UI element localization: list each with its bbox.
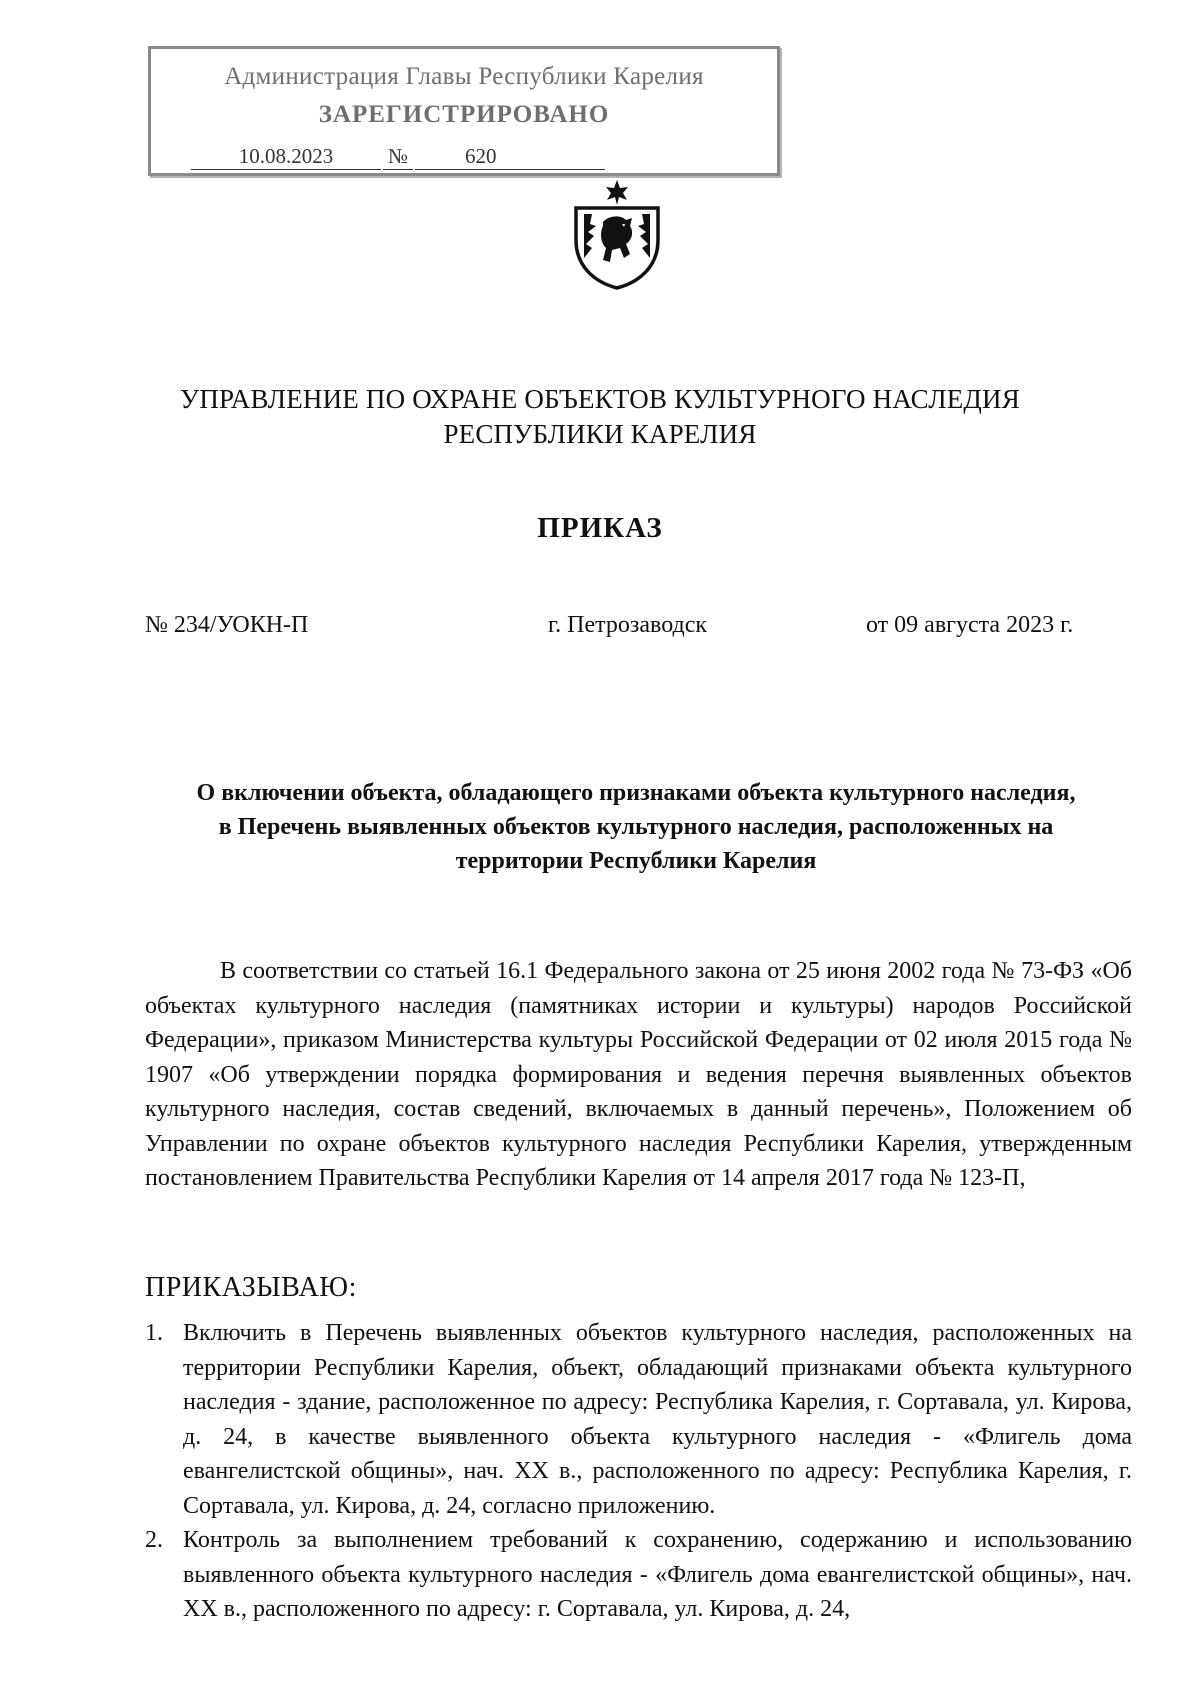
organization-name-line1: УПРАВЛЕНИЕ ПО ОХРАНЕ ОБЪЕКТОВ КУЛЬТУРНОГО НАСЛЕДИЯ (180, 384, 1020, 414)
preamble-paragraph: В соответствии со статьей 16.1 Федерального закона от 25 июня 2002 года № 73-ФЗ «Об объектах культурного наследия (памятниках истории и культуры) народов Российской Федерации», приказом Министерства культуры Российской Федерации от 02 июля 2015 года № 1907 «Об утверждении порядка формирования и ведения перечня выявленных объектов культурного наследия, состав сведений, включаемых в данный перечень», Положением об Управлении по охране объектов культурного наследия Республики Карелия, утвержденным постановлением Правительства Республики Карелия от 14 апреля 2017 года № 123-П, (145, 958, 1132, 1191)
stamp-date: 10.08.2023 (191, 144, 381, 170)
emblem-right-pine (638, 214, 650, 258)
order-number: № 234/УОКН-П (145, 612, 309, 638)
emblem-left-pine (584, 214, 596, 258)
organization-name-line2: РЕСПУБЛИКИ КАРЕЛИЯ (443, 419, 757, 449)
order-city: г. Петрозаводск (548, 612, 708, 638)
stamp-registration-line (191, 144, 611, 172)
order-directive: ПРИКАЗЫВАЮ: (145, 1272, 357, 1303)
order-item (145, 1316, 1132, 1523)
stamp-number: 620 (415, 144, 605, 170)
order-items-list (145, 1316, 1132, 1627)
registration-stamp (148, 46, 780, 176)
order-item-number: 2. (145, 1527, 163, 1553)
emblem-bear (601, 216, 632, 262)
order-subject-line3: территории Республики Карелия (455, 848, 817, 874)
document-type: ПРИКАЗ (537, 512, 663, 544)
order-date: от 09 августа 2023 г. (866, 612, 1074, 638)
order-item-text: Включить в Перечень выявленных объектов культурного наследия, расположенных на территории Республики Карелия, объект, обладающий признаками объекта культурного наследия - здание, расположенное по адресу: Республика Карелия, г. Сортавала, ул. Кирова, д. 24, в качестве выявленного объекта культурного наследия - «Флигель дома евангелистской общины», нач. XX в., расположенного по адресу: Республика Карелия, г. Сортавала, ул. Кирова, д. 24, согласно приложению. (183, 1320, 1132, 1519)
organization-name (0, 382, 1200, 452)
order-subject-line2: в Перечень выявленных объектов культурного наследия, расположенных на (218, 814, 1054, 840)
stamp-status: ЗАРЕГИСТРИРОВАНО (318, 101, 610, 128)
karelia-coat-of-arms-icon (570, 178, 664, 290)
order-item-text: Контроль за выполнением требований к сохранению, содержанию и использованию выявленного объекта культурного наследия - «Флигель дома евангелистской общины», нач. XX в., расположенного по адресу: г. Сортавала, ул. Кирова, д. 24, (183, 1527, 1132, 1622)
stamp-number-sign: № (383, 144, 413, 170)
emblem-star (606, 180, 628, 205)
stamp-organization: Администрация Главы Республики Карелия (224, 63, 704, 90)
order-item (145, 1523, 1132, 1627)
order-subject-line1: О включении объекта, обладающего признаками объекта культурного наследия, (196, 780, 1076, 806)
order-item-number: 1. (145, 1320, 163, 1346)
order-subject (140, 776, 1132, 878)
